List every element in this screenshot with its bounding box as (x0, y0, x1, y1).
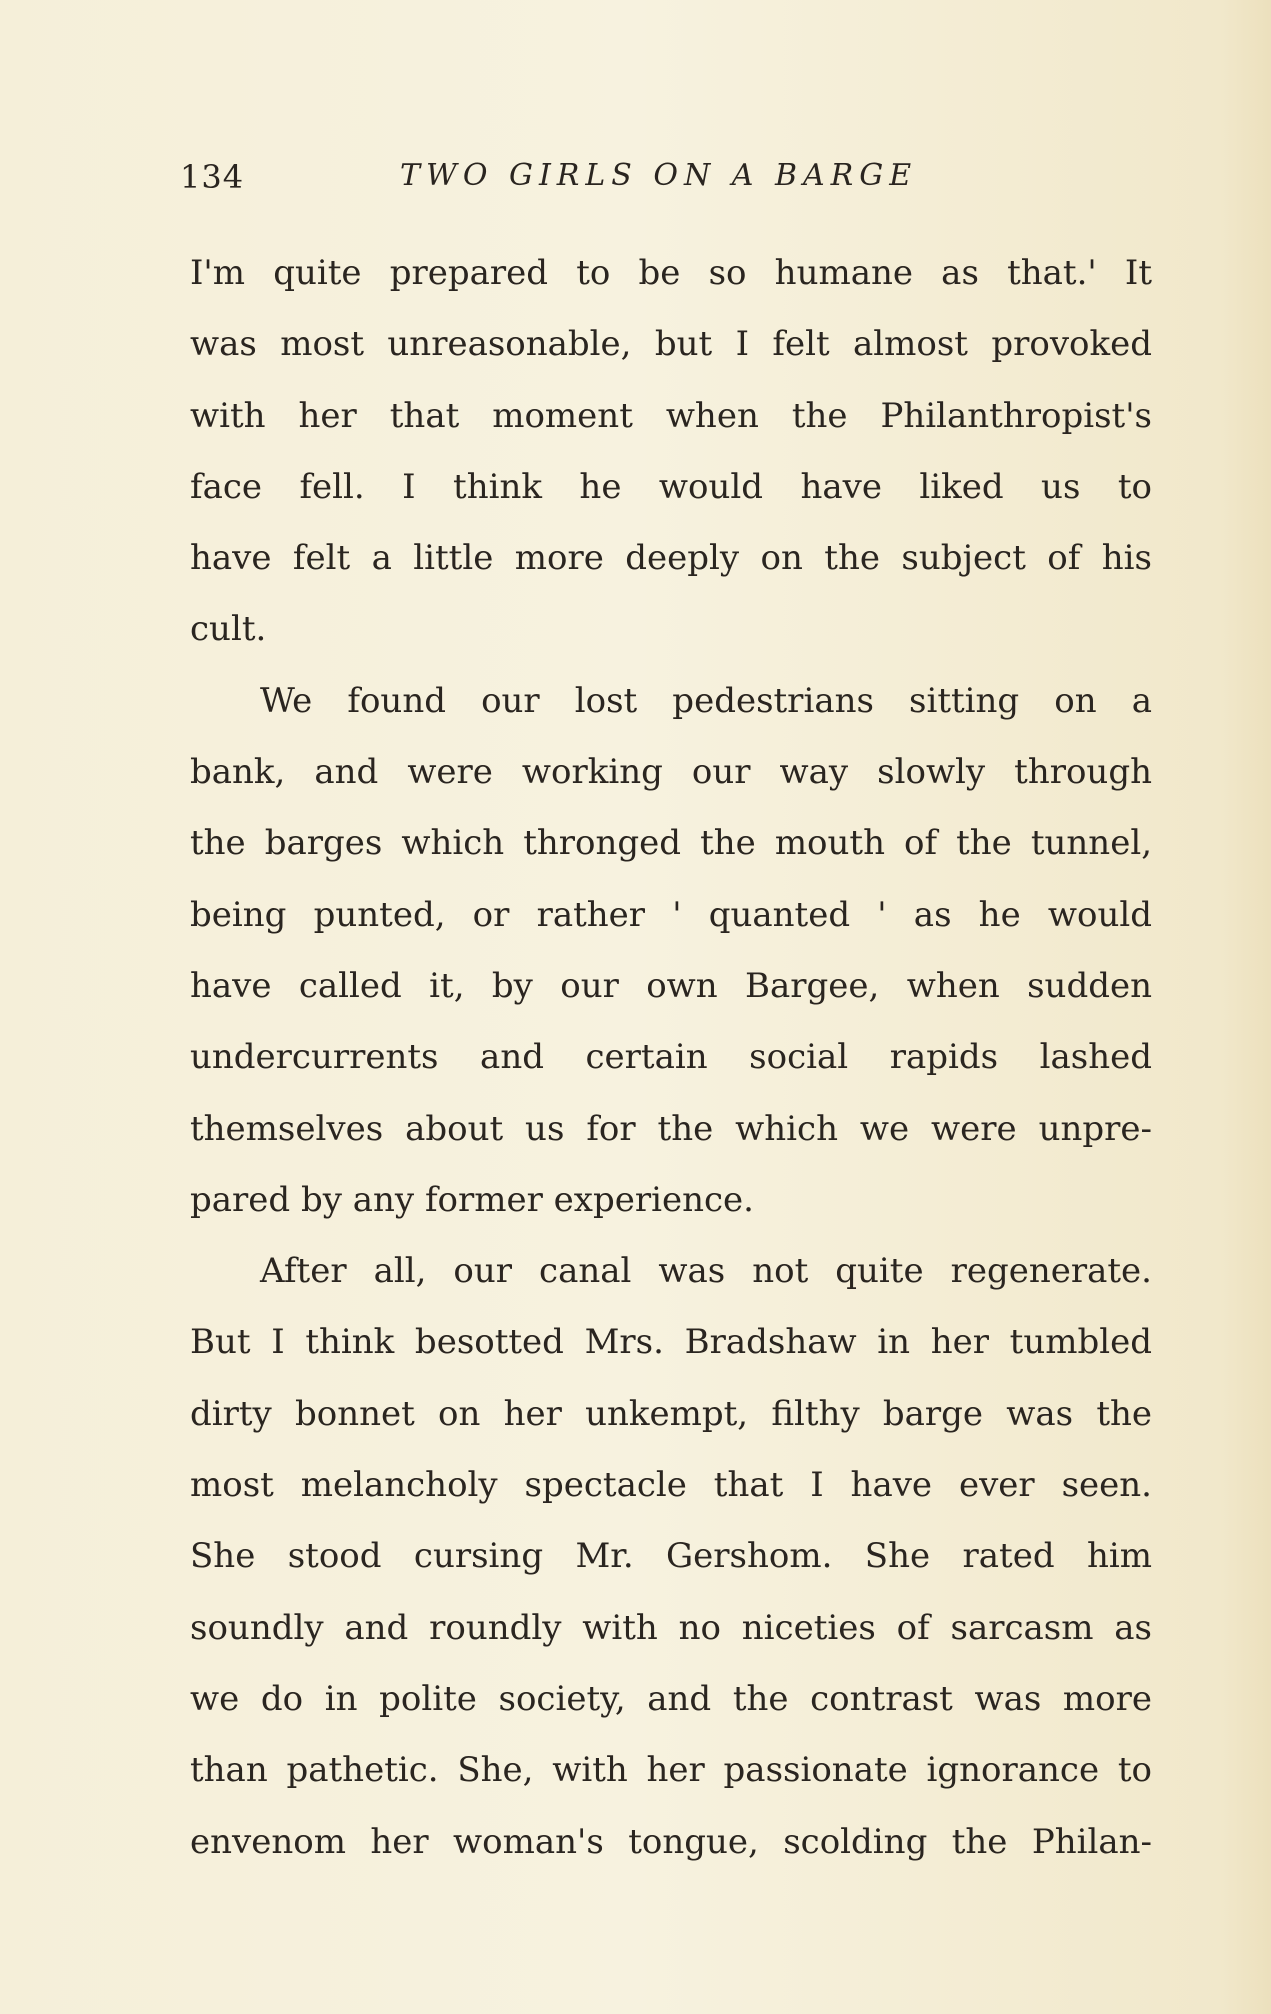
text-line: have felt a little more deeply on the subject of his (190, 538, 1152, 579)
text-line: cult. (190, 609, 267, 650)
text-line: soundly and roundly with no niceties of sarcasm as (190, 1607, 1152, 1648)
text-line: undercurrents and certain social rapids lashed (190, 1037, 1152, 1078)
text-line: I'm quite prepared to be so humane as that.' It (190, 253, 1152, 293)
text-line: bank, and were working our way slowly through (190, 752, 1152, 793)
text-line: pared by any former experience. (190, 1179, 754, 1220)
text-line: After all, our canal was not quite regenerate. (260, 1251, 1152, 1292)
page-header (180, 158, 1160, 208)
text-line: But I think besotted Mrs. Bradshaw in her tumbled (190, 1322, 1152, 1363)
text-line: than pathetic. She, with her passionate ignorance to (190, 1750, 1152, 1791)
text-line: envenom her woman's tongue, scolding the Philan- (190, 1821, 1152, 1862)
text-line: we do in polite society, and the contrast was more (190, 1678, 1152, 1719)
text-line: have called it, by our own Bargee, when sudden (190, 965, 1152, 1006)
body-text (190, 238, 1152, 1878)
text-line: She stood cursing Mr. Gershom. She rated him (190, 1536, 1152, 1577)
text-line: the barges which thronged the mouth of the tunnel, (190, 823, 1152, 864)
text-line: most melancholy spectacle that I have ever seen. (190, 1465, 1152, 1506)
text-line: themselves about us for the which we were unpre- (190, 1108, 1152, 1149)
text-line: We found our lost pedestrians sitting on a (260, 680, 1152, 721)
text-line: being punted, or rather ' quanted ' as he would (190, 894, 1152, 935)
running-title: TWO GIRLS ON A BARGE (400, 158, 918, 193)
text-line: with her that moment when the Philanthropist's (190, 395, 1152, 436)
page-number: 134 (180, 158, 245, 196)
text-line: face fell. I think he would have liked us to (190, 466, 1152, 507)
text-line: dirty bonnet on her unkempt, filthy barge was the (190, 1393, 1152, 1434)
text-line: was most unreasonable, but I felt almost provoked (190, 324, 1152, 365)
